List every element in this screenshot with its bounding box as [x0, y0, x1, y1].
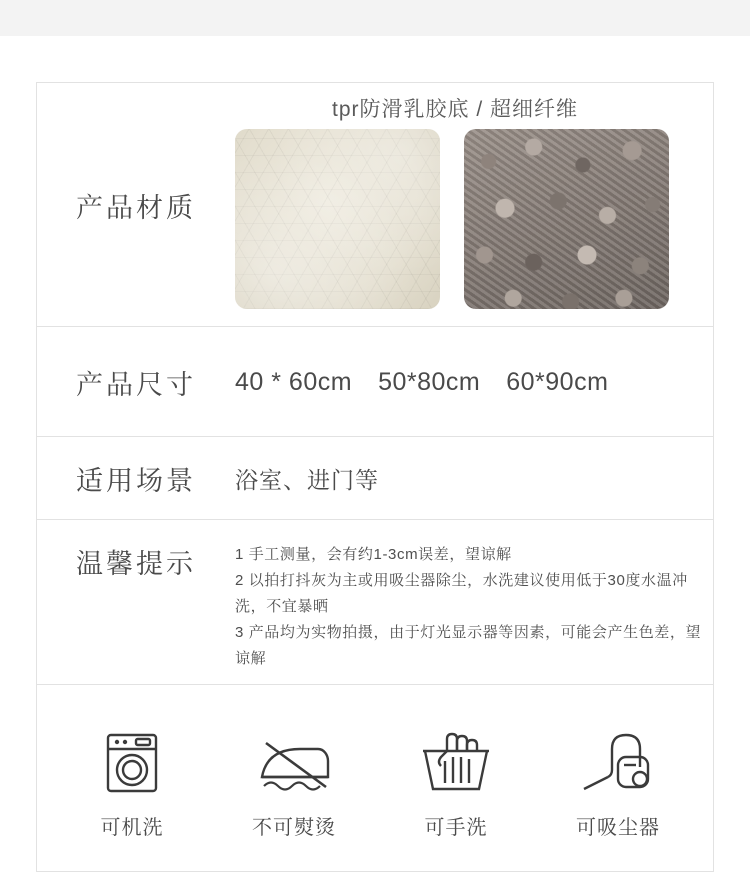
row-content-tips	[235, 520, 713, 685]
no-iron-icon	[252, 723, 336, 797]
care-label: 可吸尘器	[576, 816, 660, 839]
table-row-material	[37, 83, 713, 327]
care-instruction-strip	[37, 685, 713, 871]
care-label: 可机洗	[100, 816, 164, 839]
spec-table	[36, 82, 714, 872]
row-label-size-text: 产品尺寸	[76, 369, 196, 400]
care-icon-row	[37, 685, 713, 871]
table-row-scene	[37, 437, 713, 520]
row-label-scene-text: 适用场景	[76, 466, 196, 496]
row-label-tips	[37, 520, 235, 685]
size-option: 60*90cm	[506, 367, 609, 396]
tip-item: 3 产品均为实物拍摄，由于灯光显示器等因素，可能会产生色差，望谅解	[235, 624, 702, 667]
row-label-material	[37, 83, 235, 327]
size-option: 50*80cm	[378, 367, 481, 396]
hand-wash-icon	[419, 723, 493, 797]
row-content-size	[235, 327, 713, 437]
care-label: 不可熨烫	[252, 816, 336, 839]
material-image-group	[235, 129, 669, 309]
scene-value: 浴室、进门等	[235, 467, 379, 493]
row-label-size	[37, 327, 235, 437]
table-row-tips	[37, 520, 713, 685]
size-option: 40 * 60cm	[235, 367, 353, 396]
microfiber-surface-photo	[464, 129, 669, 309]
row-label-tips-text: 温馨提示	[76, 549, 196, 579]
vacuum-cleaner-icon	[578, 723, 658, 797]
row-label-material-text: 产品材质	[76, 192, 196, 223]
top-band	[0, 0, 750, 36]
size-option-list	[235, 368, 608, 397]
care-item-machine-wash	[77, 723, 187, 840]
care-item-hand-wash	[401, 723, 511, 840]
tips-list	[235, 542, 705, 672]
care-label: 可手洗	[424, 816, 488, 839]
tip-item: 2 以拍打抖灰为主或用吸尘器除尘，水洗建议使用低于30度水温冲洗，不宜暴晒	[235, 572, 688, 615]
tpr-latex-bottom-photo	[235, 129, 440, 309]
care-item-vacuum	[563, 723, 673, 840]
row-content-material	[235, 83, 713, 327]
row-label-scene	[37, 437, 235, 520]
care-item-no-iron	[239, 723, 349, 840]
tip-item: 1 手工测量，会有约1-3cm误差，望谅解	[235, 546, 512, 563]
table-row-size	[37, 327, 713, 437]
washing-machine-icon	[100, 723, 164, 797]
material-title: tpr防滑乳胶底 / 超细纤维	[331, 98, 578, 121]
row-content-scene	[235, 437, 713, 520]
